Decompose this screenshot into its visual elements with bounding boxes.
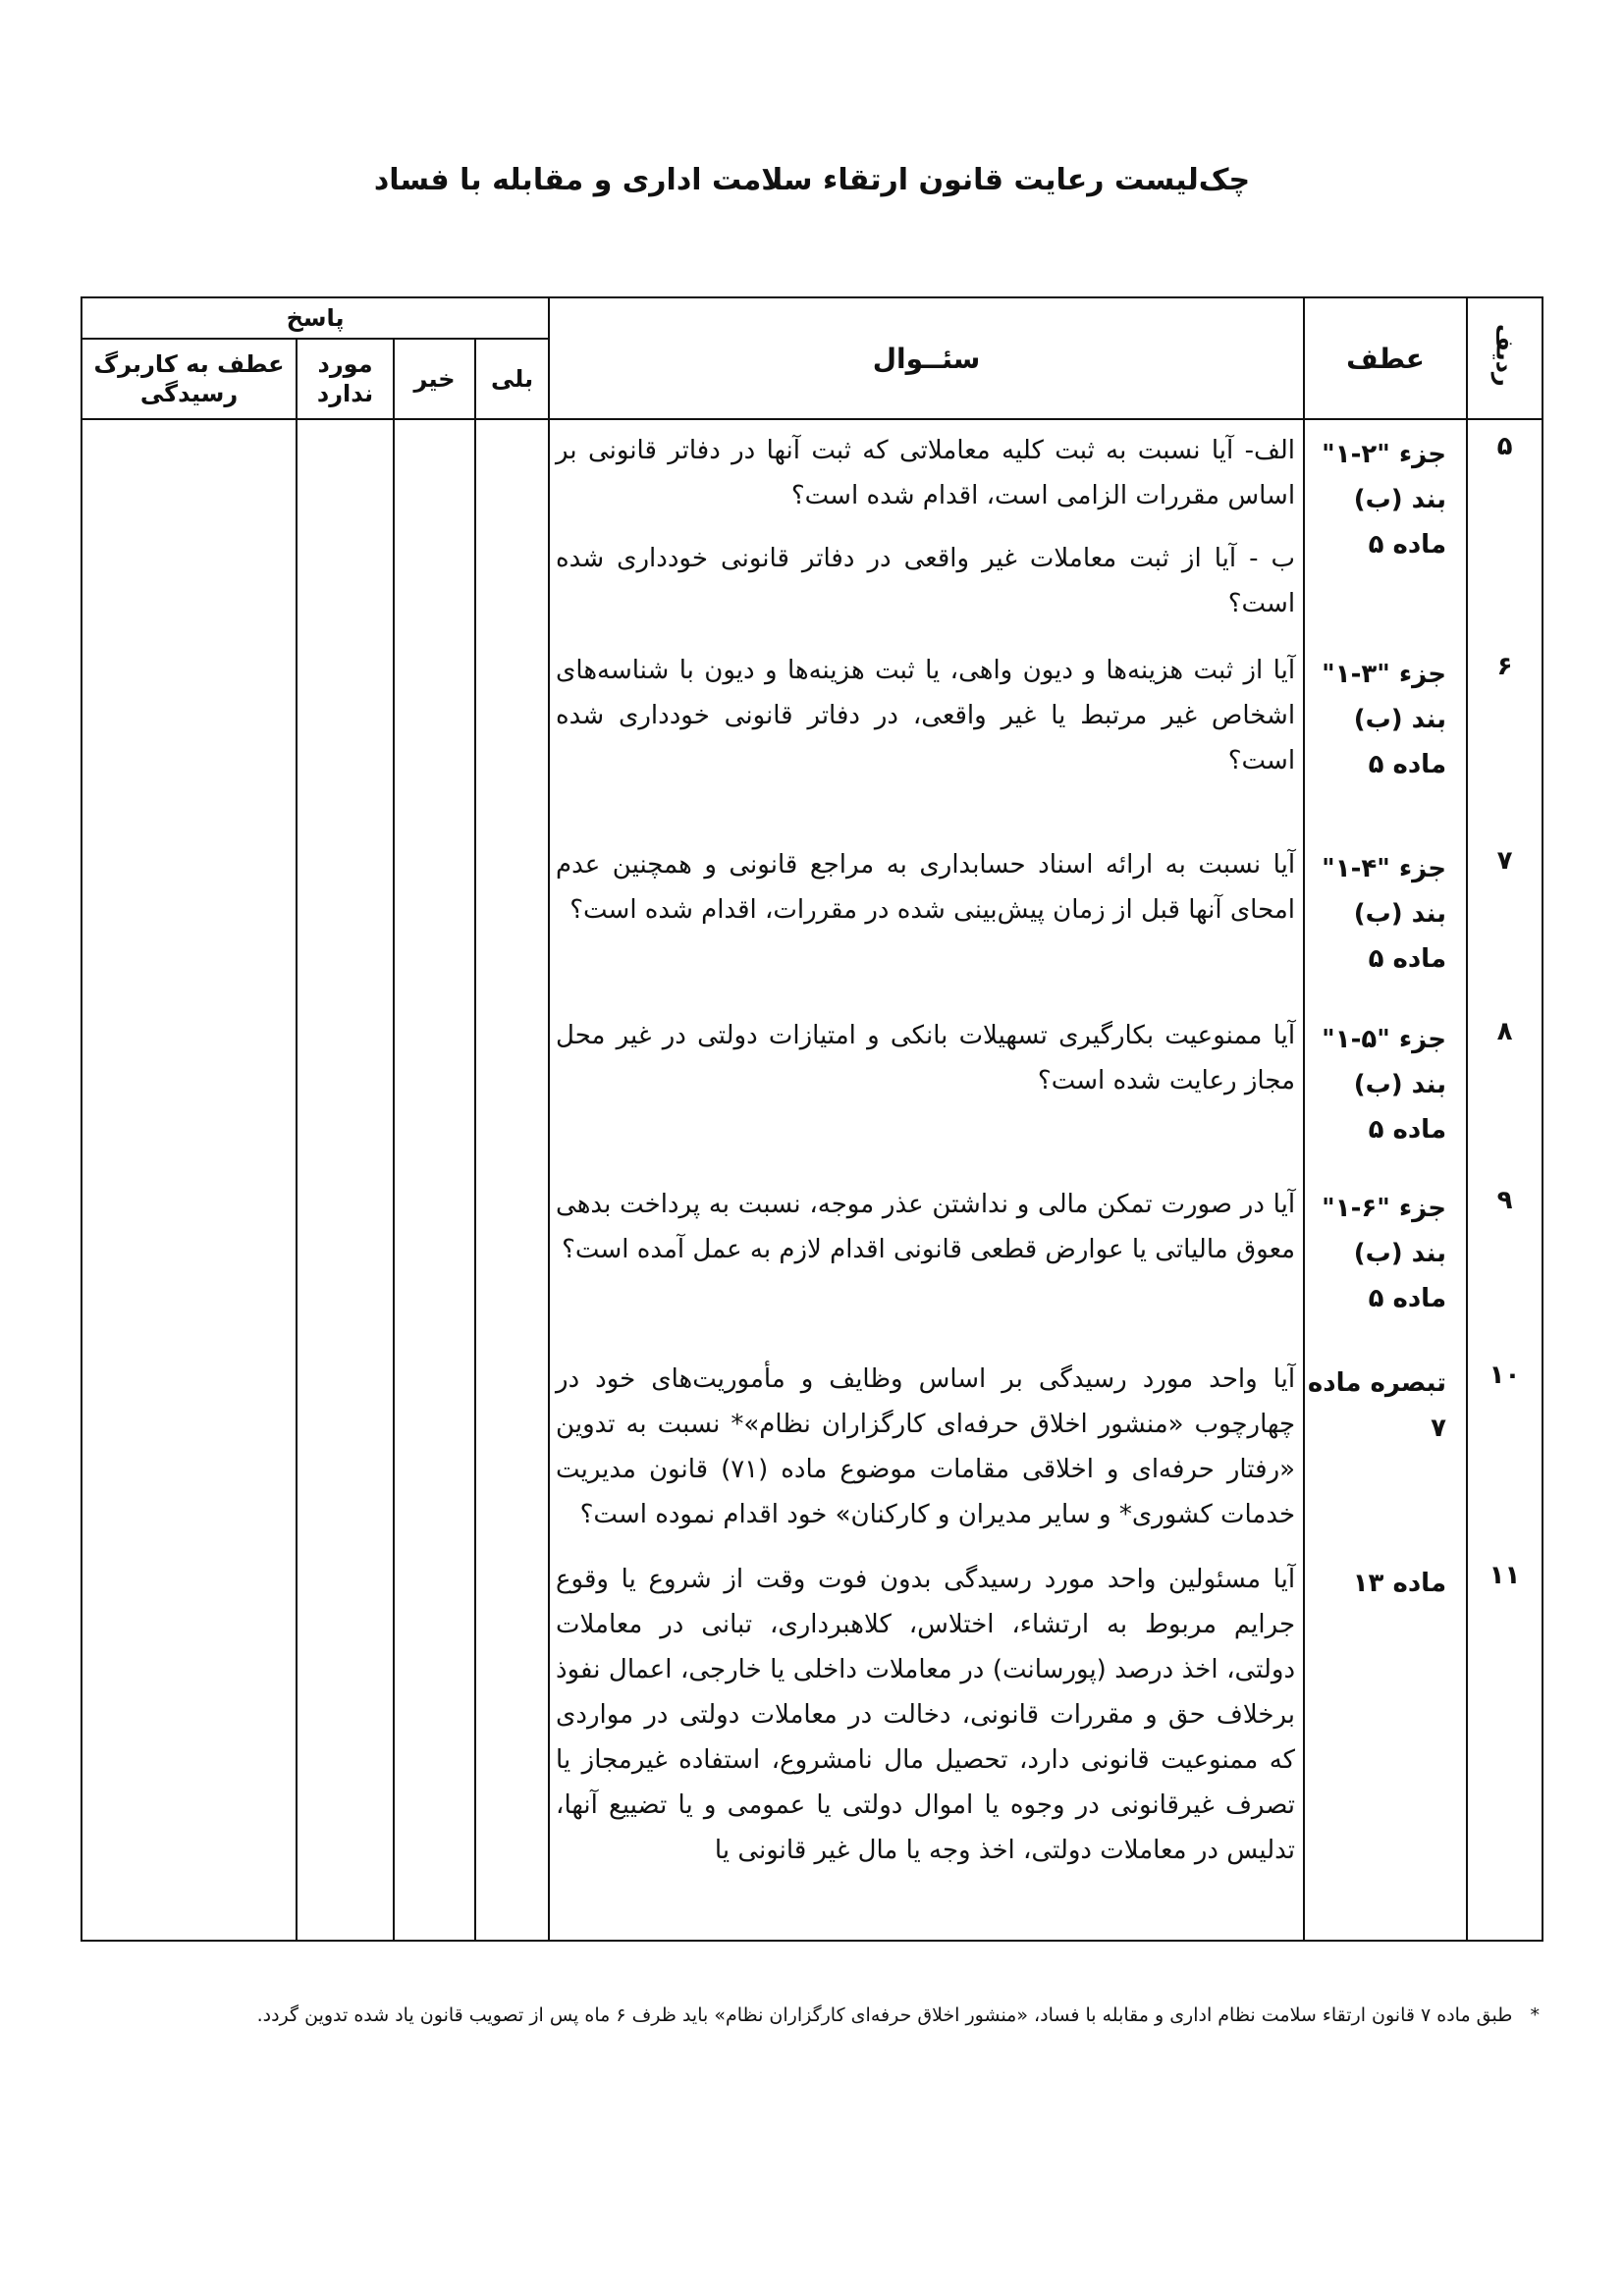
row-number: ۸ (1496, 1017, 1513, 1046)
asterisk-icon: * (1530, 2004, 1540, 2026)
row-question (550, 1349, 1303, 1537)
header-row-number: ردیف (1467, 297, 1543, 419)
question-paragraph: آیا در صورت تمکن مالی و نداشتن عذر موجه، نسبت به پرداخت بدهی معوق مالیاتی یا عوارض قطعی قانونی اقدام لازم به عمل آمده است؟ (556, 1190, 1296, 1264)
row-number: ۷ (1496, 846, 1513, 876)
header-audit-reference: عطف به کاربرگ رسیدگی (81, 339, 297, 419)
row-number: ۱۱ (1489, 1561, 1521, 1590)
row-number-column (1467, 419, 1543, 1941)
answer-not-applicable-cell[interactable] (297, 419, 394, 1941)
row-number-stack (1468, 420, 1542, 1940)
question-paragraph: آیا از ثبت هزینه‌ها و دیون واهی، یا ثبت هزینه‌ها و دیون با شناسه‌های اشخاص غیر مرتبط یا غیر واقعی، در دفاتر قانونی خودداری شده است؟ (556, 656, 1296, 775)
answer-no-cell[interactable] (394, 419, 475, 1941)
footnote-text: طبق ماده ۷ قانون ارتقاء سلامت نظام اداری و مقابله با فساد، «منشور اخلاق حرفه‌ای کارگزاران نظام» باید ظرف ۶ ماه پس از تصویب قانون یاد شده تدوین گردد. (256, 2004, 1513, 2026)
row-number: ۵ (1496, 432, 1513, 461)
row-reference: ماده ۱۳ (1352, 1569, 1447, 1598)
row-question (550, 1174, 1303, 1272)
checklist-table (81, 296, 1543, 1942)
row-number: ۶ (1496, 652, 1513, 681)
header-reference: عطف (1304, 297, 1467, 419)
question-paragraph: الف- آیا نسبت به ثبت کلیه معاملاتی که ثبت آنها در دفاتر قانونی بر اساس مقررات الزامی است، اقدام شده است؟ (556, 436, 1296, 510)
question-column (549, 419, 1304, 1941)
row-number: ۱۰ (1489, 1361, 1521, 1390)
table-body-row (81, 419, 1543, 1941)
reference-column (1304, 419, 1467, 1941)
header-yes: بلی (475, 339, 549, 419)
question-paragraph: آیا واحد مورد رسیدگی بر اساس وظایف و مأموریت‌های خود در چهارچوب «منشور اخلاق حرفه‌ای کارگزاران نظام»* نسبت به تدوین «رفتار حرفه‌ای و اخلاقی مقامات موضوع ماده (۷۱) قانون مدیریت خدمات کشوری* و سایر مدیران و کارکنان» خود اقدام نموده است؟ (556, 1364, 1296, 1529)
row-question (550, 1549, 1303, 1873)
header-answer-group: پاسخ (81, 297, 549, 339)
row-question (550, 420, 1303, 626)
question-paragraph: آیا نسبت به ارائه اسناد حسابداری به مراجع قانونی و همچنین عدم امحای آنها قبل از زمان پیش‌بینی شده در مقررات، اقدام شده است؟ (556, 850, 1296, 925)
header-no: خیر (394, 339, 475, 419)
row-reference: جزء "۶-۱" بند (ب) ماده ۵ (1322, 1194, 1447, 1313)
reference-stack (1305, 420, 1466, 1940)
header-question: سئــوال (549, 297, 1304, 419)
header-row-top (81, 297, 1543, 339)
row-reference: تبصره ماده ۷ (1307, 1368, 1447, 1443)
question-paragraph: آیا مسئولین واحد مورد رسیدگی بدون فوت وقت از شروع یا وقوع جرایم مربوط به ارتشاء، اختلاس، کلاهبرداری، تبانی در معاملات دولتی، اخذ درصد (پورسانت) در معاملات داخلی یا خارجی، اعمال نفوذ برخلاف حق و مقررات قانونی، دخالت در معاملات دولتی در مواردی که ممنوعیت قانونی دارد، تحصیل مال نامشروع، استفاده غیرمجاز یا تصرف غیرقانونی در وجوه یا اموال دولتی یا عمومی و یا تضییع آنها، تدلیس در معاملات دولتی، اخذ وجه یا مال غیر قانونی یا (556, 1565, 1296, 1865)
answer-yes-cell[interactable] (475, 419, 549, 1941)
question-paragraph: آیا ممنوعیت بکارگیری تسهیلات بانکی و امتیازات دولتی در غیر محل مجاز رعایت شده است؟ (556, 1021, 1296, 1095)
row-reference: جزء "۲-۱" بند (ب) ماده ۵ (1322, 440, 1447, 560)
question-stack (550, 420, 1303, 1940)
footnote (0, 2004, 1540, 2026)
row-number: ۹ (1496, 1186, 1513, 1215)
row-reference: جزء "۳-۱" بند (ب) ماده ۵ (1322, 660, 1447, 779)
question-paragraph: ب - آیا از ثبت معاملات غیر واقعی در دفاتر قانونی خودداری شده است؟ (556, 544, 1296, 618)
audit-reference-cell[interactable] (81, 419, 297, 1941)
row-reference: جزء "۴-۱" بند (ب) ماده ۵ (1322, 854, 1447, 974)
page-title: چک‌لیست رعایت قانون ارتقاء سلامت اداری و مقابله با فساد (373, 163, 1251, 197)
row-question (550, 640, 1303, 783)
header-not-applicable: مورد ندارد (297, 339, 394, 419)
row-question (550, 1005, 1303, 1103)
row-reference: جزء "۵-۱" بند (ب) ماده ۵ (1322, 1025, 1447, 1145)
row-question (550, 834, 1303, 933)
